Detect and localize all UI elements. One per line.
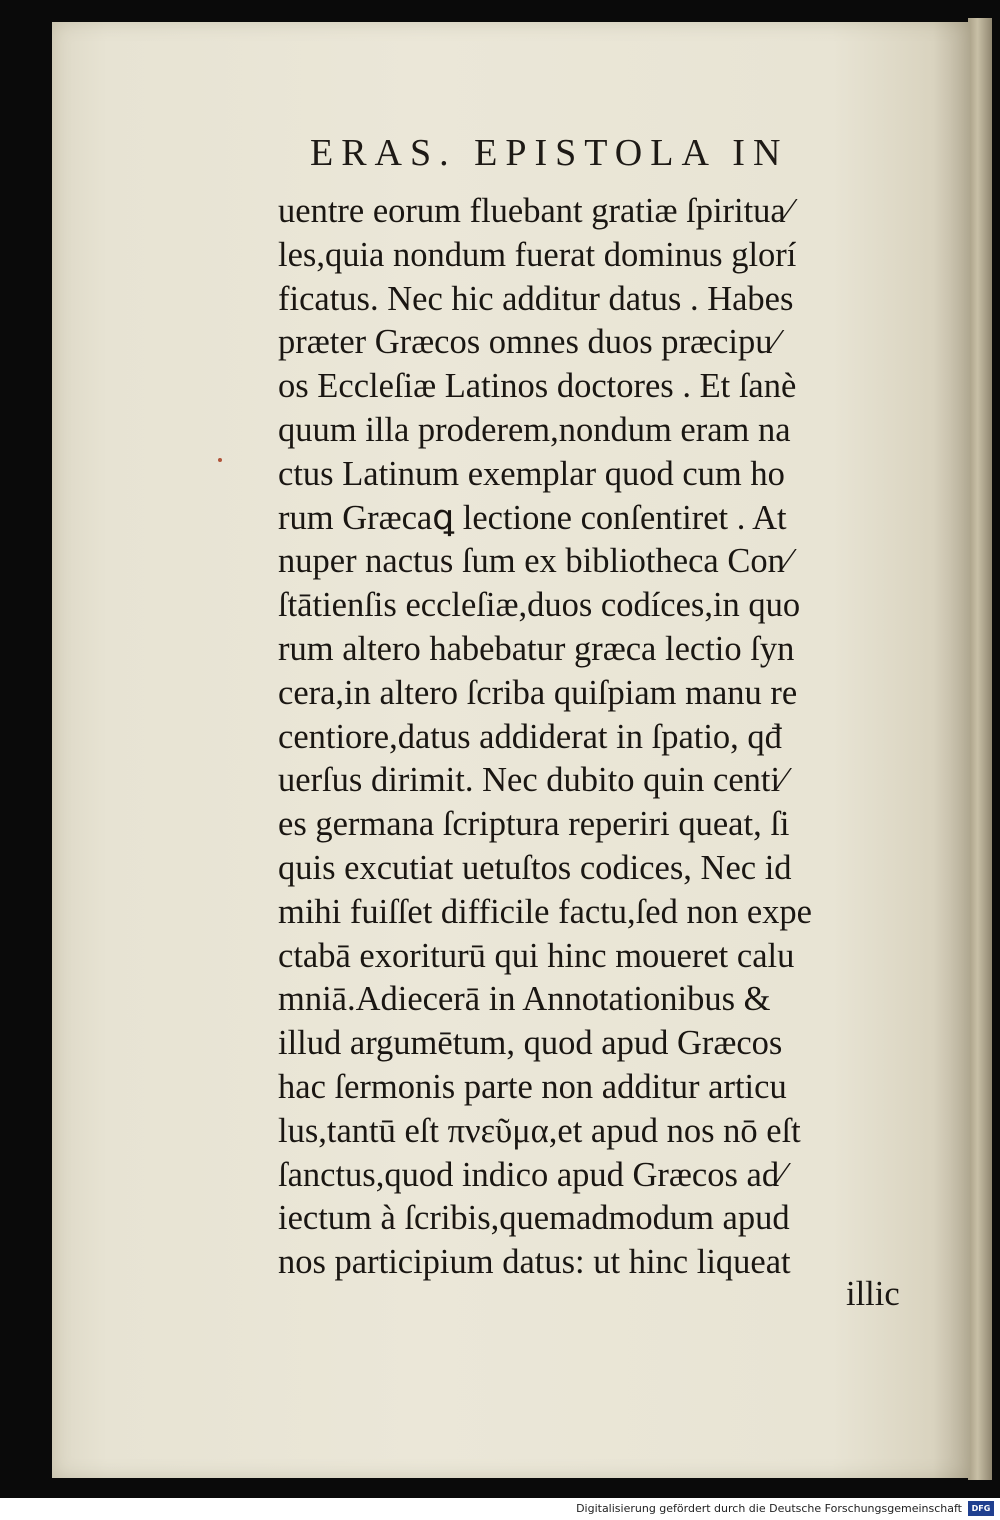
- text-line: nuper nactus ſum ex bibliotheca Con⁄: [278, 542, 791, 581]
- text-line: nos participium datus: ut hinc liqueat: [278, 1243, 791, 1282]
- text-line: mihi fuiſſet difficile factu,ſed non expe: [278, 892, 812, 931]
- text-line: quis excutiat uetuſtos codices, Nec id: [278, 848, 792, 887]
- text-line: uentre eorum fluebant gratiæ ſpiritua⁄: [278, 192, 792, 230]
- ink-speck: [218, 458, 222, 462]
- catchword: illic: [846, 1275, 900, 1313]
- page-edge: [968, 18, 992, 1480]
- text-line: hac ſermonis parte non additur articu: [278, 1067, 787, 1106]
- text-line: ſtātienſis eccleſiæ,duos codíces,in quo: [278, 586, 801, 625]
- dfg-logo-icon: DFG: [968, 1501, 994, 1516]
- text-line: mniā.Adiecerā in Annotationibus &: [278, 980, 771, 1019]
- text-line: es germana ſcriptura reperiri queat, ſi: [278, 805, 790, 844]
- text-line: les,quia nondum fuerat dominus glorí: [278, 235, 797, 274]
- text-line: præter Græcos omnes duos præcipu⁄: [278, 323, 779, 362]
- text-line: ctabā exoriturū qui hinc moueret calu: [278, 936, 795, 975]
- text-line: rum altero habebatur græca lectio ſyn: [278, 629, 795, 668]
- text-line: os Eccleſiæ Latinos doctores . Et ſanè: [278, 367, 797, 406]
- footer-bar: [0, 1498, 1000, 1520]
- text-block: [278, 190, 918, 1285]
- text-line: quum illa proderem,nondum eram na: [278, 410, 791, 449]
- text-line: centiore,datus addiderat in ſpatio, qđ: [278, 717, 782, 756]
- running-head: ERAS. EPISTOLA IN: [310, 132, 789, 174]
- text-line: ſanctus,quod indico apud Græcos ad⁄: [278, 1155, 785, 1194]
- text-line: illud argumētum, quod apud Græcos: [278, 1024, 783, 1063]
- text-line: ctus Latinum exemplar quod cum ho: [278, 454, 785, 493]
- text-line: iectum à ſcribis,quemadmodum apud: [278, 1199, 790, 1238]
- text-line: lus,tantū eſt πνεῦμα,et apud nos nō eſt: [278, 1111, 801, 1150]
- text-line: uerſus dirimit. Nec dubito quin centi⁄: [278, 761, 786, 800]
- text-line: rum Græcaꝗ lectione conſentiret . At: [278, 498, 787, 537]
- funding-credit: Digitalisierung gefördert durch die Deutsche Forschungsgemeinschaft: [576, 1502, 962, 1515]
- text-line: ficatus. Nec hic additur datus . Habes: [278, 279, 794, 318]
- text-line: cera,in altero ſcriba quiſpiam manu re: [278, 673, 798, 712]
